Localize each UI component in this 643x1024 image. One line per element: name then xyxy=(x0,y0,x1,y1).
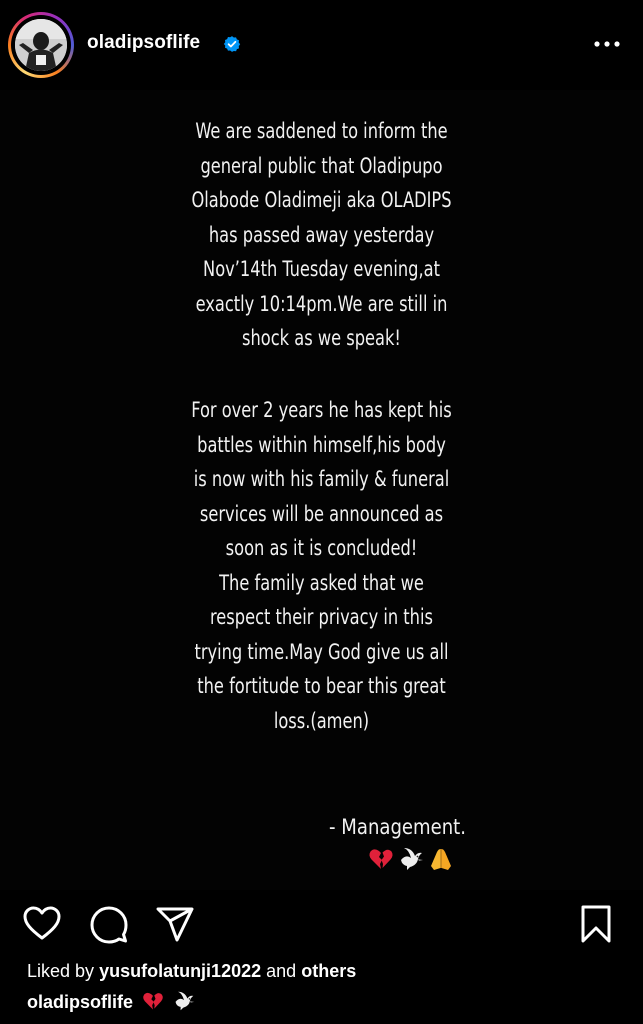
dove-icon xyxy=(398,846,424,872)
text-line: is now with his family & funeral xyxy=(193,467,450,491)
text-line: Nov’14th Tuesday evening,at xyxy=(203,257,440,281)
text-line: We are saddened to inform the xyxy=(195,119,448,143)
liked-by-and: and xyxy=(266,961,297,981)
liked-by-user-link[interactable]: yusufolatunji12022 xyxy=(99,961,262,981)
text-line: has passed away yesterday xyxy=(208,222,435,247)
avatar-gap xyxy=(11,15,71,75)
text-line: exactly 10:14pm.We are still in xyxy=(195,291,448,316)
text-line: general public that Oladipupo xyxy=(200,153,443,178)
liked-by-others-link[interactable]: others xyxy=(301,961,357,981)
caption-line xyxy=(27,990,195,1013)
text-line: shock as we speak! xyxy=(242,326,401,350)
signature-text: - Management. xyxy=(329,815,466,839)
folded-hands-icon xyxy=(428,846,454,872)
text-line: For over 2 years he has kept his xyxy=(191,398,452,422)
send-icon[interactable] xyxy=(155,904,195,944)
username[interactable]: oladipsoflife xyxy=(87,32,201,53)
heart-icon[interactable] xyxy=(22,904,62,944)
announcement-paragraph-1 xyxy=(90,114,553,356)
text-line: battles within himself,his body xyxy=(197,432,446,457)
bookmark-icon[interactable] xyxy=(576,904,616,944)
post-header xyxy=(0,0,643,90)
text-line: services will be announced as xyxy=(199,501,444,526)
story-ring[interactable] xyxy=(8,12,74,78)
broken-heart-icon xyxy=(142,990,164,1012)
broken-heart-icon xyxy=(368,846,394,872)
liked-by-prefix: Liked by xyxy=(27,961,95,981)
verified-badge-icon xyxy=(223,35,241,53)
avatar[interactable] xyxy=(15,19,67,71)
post-actions xyxy=(0,890,643,960)
text-line: respect their privacy in this xyxy=(210,605,433,629)
text-line: the fortitude to bear this great xyxy=(197,674,446,698)
avatar-photo-icon xyxy=(15,19,67,71)
signature-emojis xyxy=(368,846,458,874)
text-line: Olabode Oladimeji aka OLADIPS xyxy=(191,188,452,212)
dove-icon xyxy=(173,990,195,1012)
announcement-paragraph-2 xyxy=(90,393,553,738)
comment-icon[interactable] xyxy=(89,904,129,944)
more-options-icon[interactable] xyxy=(592,34,622,54)
caption-username-link[interactable]: oladipsoflife xyxy=(27,992,134,1012)
text-line: The family asked that we xyxy=(219,570,424,595)
text-line: soon as it is concluded! xyxy=(225,536,418,560)
text-line: loss.(amen) xyxy=(273,708,370,733)
liked-by-line xyxy=(27,961,356,982)
signature xyxy=(300,811,466,843)
text-line: trying time.May God give us all xyxy=(194,639,449,664)
